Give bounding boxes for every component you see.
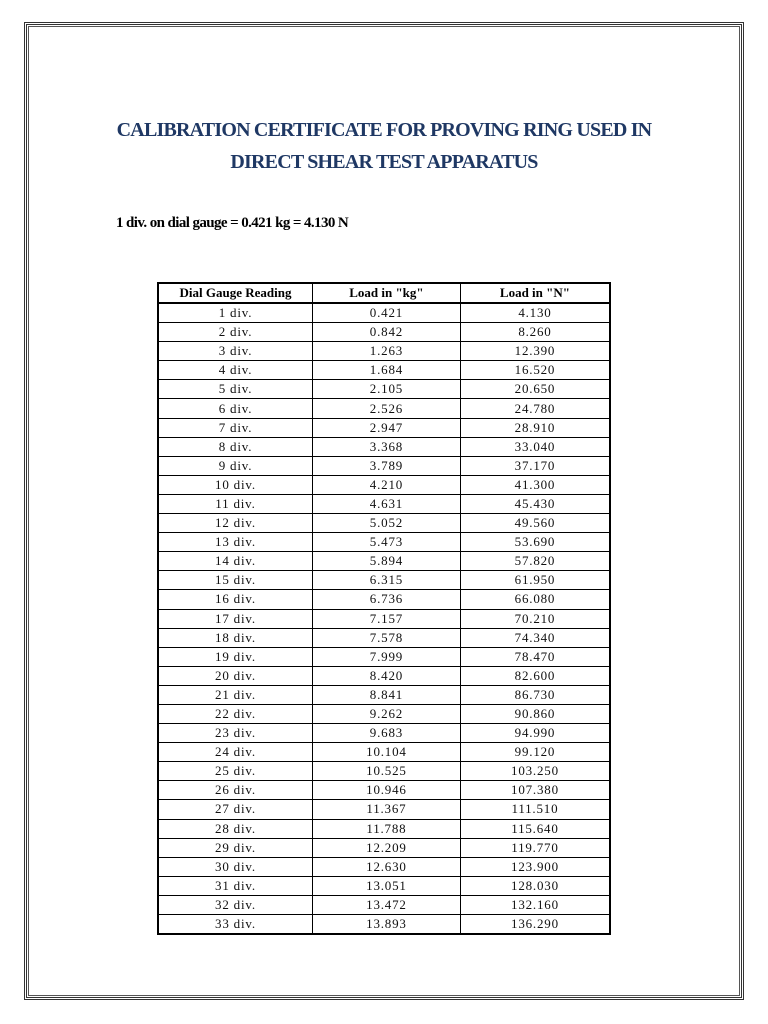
table-row bbox=[158, 666, 610, 685]
cell-dial-reading: 11 div. bbox=[158, 494, 312, 513]
cell-load-kg: 10.104 bbox=[312, 743, 460, 762]
cell-load-n: 94.990 bbox=[460, 724, 610, 743]
cell-load-kg: 10.525 bbox=[312, 762, 460, 781]
cell-load-n: 82.600 bbox=[460, 666, 610, 685]
table-row bbox=[158, 800, 610, 819]
cell-load-n: 78.470 bbox=[460, 647, 610, 666]
cell-load-kg: 1.263 bbox=[312, 342, 460, 361]
cell-dial-reading: 31 div. bbox=[158, 876, 312, 895]
cell-load-kg: 10.946 bbox=[312, 781, 460, 800]
cell-load-n: 99.120 bbox=[460, 743, 610, 762]
table-row bbox=[158, 628, 610, 647]
cell-dial-reading: 29 div. bbox=[158, 838, 312, 857]
cell-dial-reading: 20 div. bbox=[158, 666, 312, 685]
conversion-note: 1 div. on dial gauge = 0.421 kg = 4.130 N bbox=[116, 215, 349, 231]
title-line-2: DIRECT SHEAR TEST APPARATUS bbox=[230, 151, 538, 173]
cell-load-n: 61.950 bbox=[460, 571, 610, 590]
cell-load-kg: 5.894 bbox=[312, 552, 460, 571]
table-header-row bbox=[158, 283, 610, 303]
cell-load-n: 70.210 bbox=[460, 609, 610, 628]
cell-load-n: 132.160 bbox=[460, 895, 610, 914]
cell-dial-reading: 21 div. bbox=[158, 685, 312, 704]
cell-load-n: 16.520 bbox=[460, 361, 610, 380]
cell-load-kg: 5.473 bbox=[312, 533, 460, 552]
cell-load-kg: 4.210 bbox=[312, 475, 460, 494]
cell-load-n: 107.380 bbox=[460, 781, 610, 800]
cell-load-kg: 2.947 bbox=[312, 418, 460, 437]
cell-load-n: 24.780 bbox=[460, 399, 610, 418]
table-row bbox=[158, 609, 610, 628]
table-row bbox=[158, 915, 610, 935]
cell-load-n: 49.560 bbox=[460, 514, 610, 533]
cell-load-kg: 9.683 bbox=[312, 724, 460, 743]
cell-load-kg: 7.157 bbox=[312, 609, 460, 628]
cell-dial-reading: 14 div. bbox=[158, 552, 312, 571]
cell-load-n: 123.900 bbox=[460, 857, 610, 876]
cell-dial-reading: 12 div. bbox=[158, 514, 312, 533]
table-row bbox=[158, 303, 610, 323]
cell-load-kg: 8.841 bbox=[312, 685, 460, 704]
cell-load-n: 45.430 bbox=[460, 494, 610, 513]
cell-dial-reading: 6 div. bbox=[158, 399, 312, 418]
table-row bbox=[158, 533, 610, 552]
table-row bbox=[158, 781, 610, 800]
cell-load-n: 8.260 bbox=[460, 323, 610, 342]
cell-dial-reading: 25 div. bbox=[158, 762, 312, 781]
header-dial-gauge-reading: Dial Gauge Reading bbox=[158, 283, 312, 303]
table-row bbox=[158, 475, 610, 494]
table-row bbox=[158, 514, 610, 533]
cell-dial-reading: 9 div. bbox=[158, 456, 312, 475]
table-row bbox=[158, 323, 610, 342]
cell-dial-reading: 5 div. bbox=[158, 380, 312, 399]
cell-dial-reading: 7 div. bbox=[158, 418, 312, 437]
cell-load-n: 115.640 bbox=[460, 819, 610, 838]
cell-dial-reading: 33 div. bbox=[158, 915, 312, 935]
cell-load-kg: 11.788 bbox=[312, 819, 460, 838]
table-body bbox=[158, 303, 610, 934]
cell-load-n: 86.730 bbox=[460, 685, 610, 704]
cell-load-n: 4.130 bbox=[460, 303, 610, 323]
cell-dial-reading: 32 div. bbox=[158, 895, 312, 914]
cell-load-n: 103.250 bbox=[460, 762, 610, 781]
cell-load-kg: 6.315 bbox=[312, 571, 460, 590]
cell-load-kg: 11.367 bbox=[312, 800, 460, 819]
table-row bbox=[158, 895, 610, 914]
cell-load-kg: 13.051 bbox=[312, 876, 460, 895]
cell-load-n: 57.820 bbox=[460, 552, 610, 571]
cell-dial-reading: 10 div. bbox=[158, 475, 312, 494]
table-row bbox=[158, 399, 610, 418]
cell-load-kg: 12.630 bbox=[312, 857, 460, 876]
cell-load-kg: 6.736 bbox=[312, 590, 460, 609]
page-title bbox=[60, 114, 708, 178]
cell-load-n: 41.300 bbox=[460, 475, 610, 494]
cell-load-kg: 5.052 bbox=[312, 514, 460, 533]
cell-dial-reading: 8 div. bbox=[158, 437, 312, 456]
cell-load-kg: 12.209 bbox=[312, 838, 460, 857]
cell-dial-reading: 27 div. bbox=[158, 800, 312, 819]
cell-load-kg: 7.999 bbox=[312, 647, 460, 666]
table-row bbox=[158, 552, 610, 571]
table-row bbox=[158, 838, 610, 857]
cell-load-kg: 9.262 bbox=[312, 704, 460, 723]
cell-load-n: 53.690 bbox=[460, 533, 610, 552]
cell-load-kg: 13.472 bbox=[312, 895, 460, 914]
table-row bbox=[158, 685, 610, 704]
table-row bbox=[158, 704, 610, 723]
table-row bbox=[158, 571, 610, 590]
table-row bbox=[158, 494, 610, 513]
cell-dial-reading: 19 div. bbox=[158, 647, 312, 666]
cell-dial-reading: 23 div. bbox=[158, 724, 312, 743]
cell-load-kg: 2.526 bbox=[312, 399, 460, 418]
cell-load-n: 20.650 bbox=[460, 380, 610, 399]
cell-dial-reading: 28 div. bbox=[158, 819, 312, 838]
table-row bbox=[158, 418, 610, 437]
cell-load-n: 33.040 bbox=[460, 437, 610, 456]
cell-dial-reading: 1 div. bbox=[158, 303, 312, 323]
table-row bbox=[158, 876, 610, 895]
table-row bbox=[158, 647, 610, 666]
cell-load-kg: 8.420 bbox=[312, 666, 460, 685]
cell-load-n: 66.080 bbox=[460, 590, 610, 609]
cell-load-kg: 2.105 bbox=[312, 380, 460, 399]
cell-dial-reading: 26 div. bbox=[158, 781, 312, 800]
cell-load-kg: 1.684 bbox=[312, 361, 460, 380]
table-row bbox=[158, 762, 610, 781]
cell-load-n: 90.860 bbox=[460, 704, 610, 723]
cell-dial-reading: 17 div. bbox=[158, 609, 312, 628]
cell-load-n: 128.030 bbox=[460, 876, 610, 895]
cell-load-kg: 4.631 bbox=[312, 494, 460, 513]
table-row bbox=[158, 380, 610, 399]
cell-load-kg: 0.421 bbox=[312, 303, 460, 323]
table-row bbox=[158, 437, 610, 456]
table-row bbox=[158, 743, 610, 762]
cell-load-n: 74.340 bbox=[460, 628, 610, 647]
cell-dial-reading: 4 div. bbox=[158, 361, 312, 380]
table-row bbox=[158, 819, 610, 838]
cell-dial-reading: 22 div. bbox=[158, 704, 312, 723]
table-row bbox=[158, 590, 610, 609]
cell-load-n: 111.510 bbox=[460, 800, 610, 819]
cell-dial-reading: 3 div. bbox=[158, 342, 312, 361]
cell-load-kg: 3.789 bbox=[312, 456, 460, 475]
header-load-kg: Load in "kg" bbox=[312, 283, 460, 303]
cell-load-kg: 0.842 bbox=[312, 323, 460, 342]
cell-dial-reading: 24 div. bbox=[158, 743, 312, 762]
cell-load-kg: 7.578 bbox=[312, 628, 460, 647]
cell-dial-reading: 13 div. bbox=[158, 533, 312, 552]
cell-dial-reading: 15 div. bbox=[158, 571, 312, 590]
cell-dial-reading: 30 div. bbox=[158, 857, 312, 876]
cell-dial-reading: 18 div. bbox=[158, 628, 312, 647]
title-line-1: CALIBRATION CERTIFICATE FOR PROVING RING USED IN bbox=[116, 119, 652, 141]
cell-dial-reading: 2 div. bbox=[158, 323, 312, 342]
cell-load-kg: 13.893 bbox=[312, 915, 460, 935]
table-row bbox=[158, 724, 610, 743]
cell-load-kg: 3.368 bbox=[312, 437, 460, 456]
cell-load-n: 12.390 bbox=[460, 342, 610, 361]
cell-load-n: 28.910 bbox=[460, 418, 610, 437]
cell-load-n: 37.170 bbox=[460, 456, 610, 475]
cell-dial-reading: 16 div. bbox=[158, 590, 312, 609]
table-row bbox=[158, 342, 610, 361]
table-row bbox=[158, 857, 610, 876]
cell-load-n: 136.290 bbox=[460, 915, 610, 935]
calibration-table bbox=[157, 282, 611, 935]
header-load-n: Load in "N" bbox=[460, 283, 610, 303]
cell-load-n: 119.770 bbox=[460, 838, 610, 857]
table-row bbox=[158, 361, 610, 380]
table-row bbox=[158, 456, 610, 475]
